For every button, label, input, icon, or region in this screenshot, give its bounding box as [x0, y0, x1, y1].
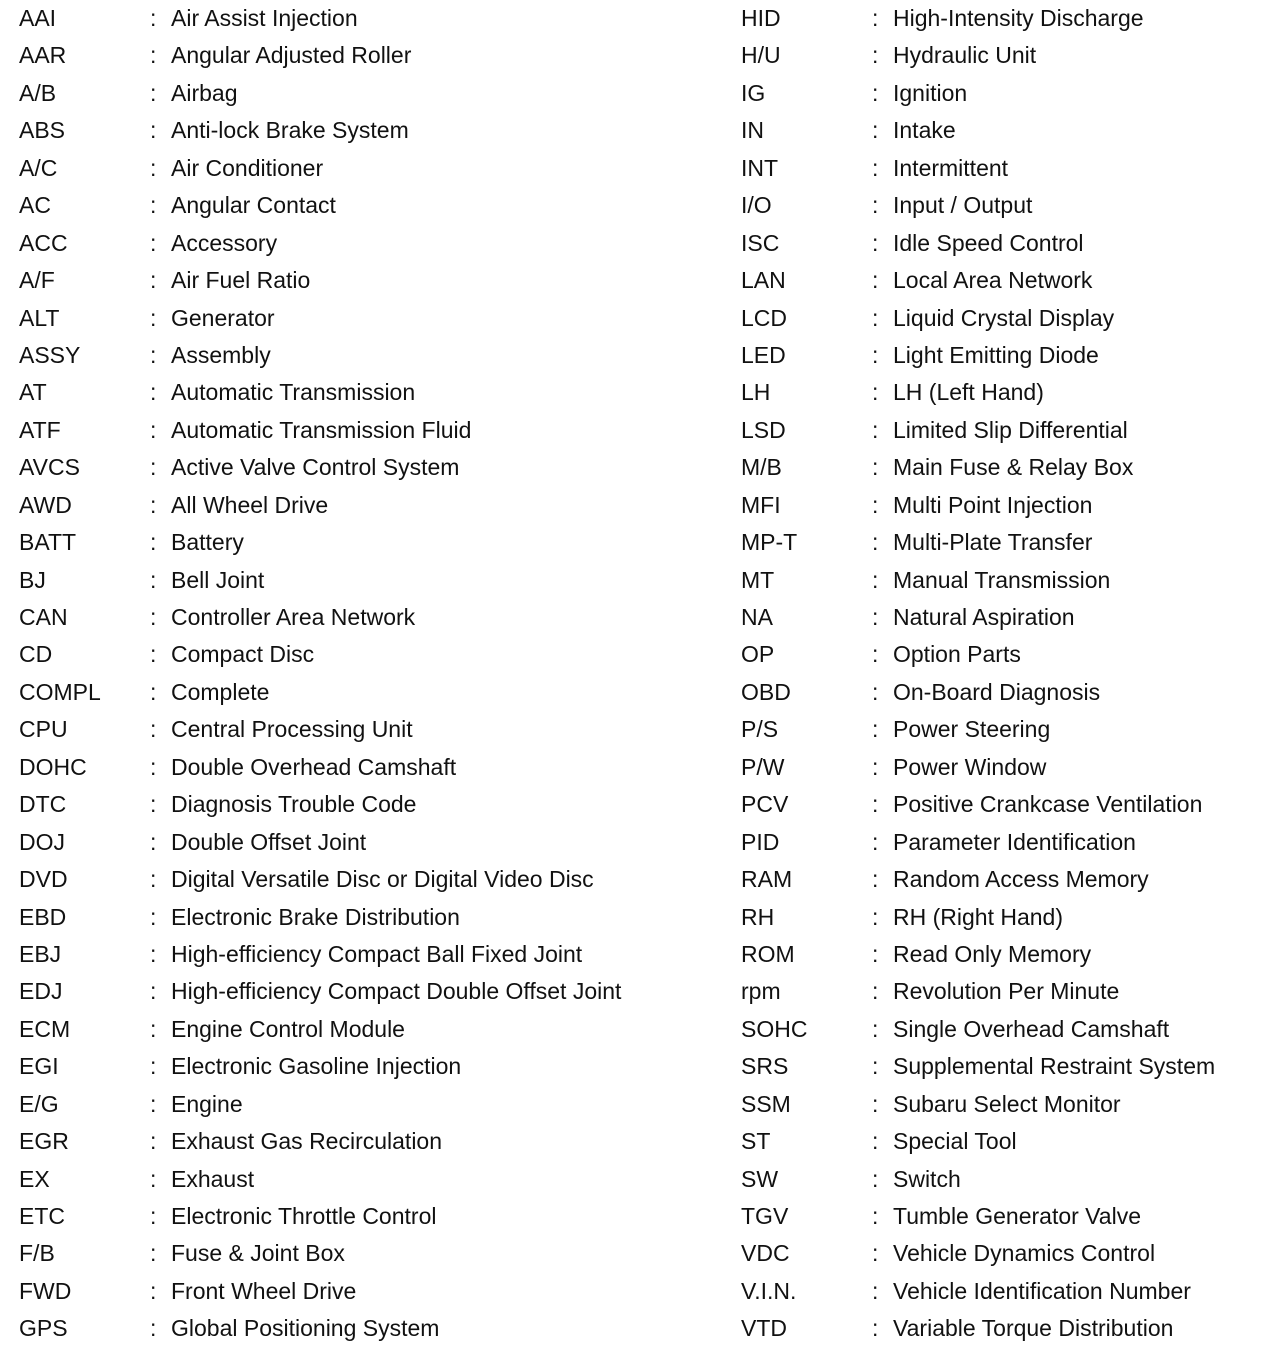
abbreviation-definition: Hydraulic Unit [893, 42, 1037, 69]
abbreviation-term: VDC [741, 1240, 790, 1267]
abbreviation-term: COMPL [19, 678, 101, 705]
abbreviation-definition: Compact Disc [171, 641, 315, 668]
abbreviation-term: ECM [19, 1015, 71, 1042]
abbreviation-term: OP [741, 641, 775, 668]
abbreviation-definition: Bell Joint [171, 566, 265, 593]
abbreviation-definition: Revolution Per Minute [893, 978, 1120, 1005]
abbreviation-separator: : [872, 641, 879, 668]
abbreviation-separator: : [150, 379, 157, 406]
abbreviation-separator: : [150, 1203, 157, 1229]
abbreviation-separator: : [872, 978, 879, 1005]
abbreviation-term: ATF [19, 416, 61, 443]
abbreviation-separator: : [150, 341, 157, 368]
abbreviation-term: ASSY [19, 341, 81, 368]
abbreviation-definition: Global Positioning System [171, 1315, 440, 1342]
abbreviation-separator: : [872, 753, 879, 780]
abbreviation-separator: : [150, 791, 157, 818]
abbreviation-term: CAN [19, 604, 68, 630]
abbreviation-term: GPS [19, 1315, 68, 1342]
abbreviation-definition: Fuse & Joint Box [171, 1240, 345, 1267]
abbreviation-term: F/B [19, 1240, 55, 1267]
abbreviation-definition: Electronic Gasoline Injection [171, 1053, 462, 1080]
abbreviation-separator: : [150, 866, 157, 893]
abbreviation-separator: : [872, 154, 879, 181]
abbreviation-definition: Switch [893, 1165, 961, 1192]
abbreviation-definition: Automatic Transmission [171, 379, 416, 406]
abbreviation-separator: : [150, 604, 157, 630]
abbreviation-definition: Exhaust Gas Recirculation [171, 1128, 443, 1155]
abbreviation-definition: Accessory [171, 229, 278, 256]
abbreviation-separator: : [872, 716, 879, 743]
abbreviation-term: EGR [19, 1128, 69, 1155]
abbreviation-definition: Intermittent [893, 154, 1009, 181]
abbreviation-separator: : [150, 566, 157, 593]
abbreviation-separator: : [150, 1128, 157, 1155]
abbreviation-term: PCV [741, 791, 789, 818]
abbreviation-term: rpm [741, 978, 781, 1005]
abbreviation-term: DVD [19, 866, 68, 893]
abbreviation-separator: : [150, 529, 157, 556]
abbreviation-term: EGI [19, 1053, 59, 1080]
abbreviation-definition: Vehicle Dynamics Control [893, 1240, 1156, 1267]
abbreviation-definition: Exhaust [171, 1165, 255, 1192]
abbreviation-definition: Power Window [893, 753, 1047, 780]
abbreviation-separator: : [872, 1240, 879, 1267]
abbreviation-separator: : [150, 454, 157, 481]
abbreviation-separator: : [150, 903, 157, 930]
abbreviation-term: A/F [19, 267, 55, 294]
abbreviation-definition: Air Fuel Ratio [171, 267, 311, 294]
abbreviation-separator: : [150, 1277, 157, 1304]
abbreviation-term: SSM [741, 1090, 791, 1117]
abbreviation-definition: Local Area Network [893, 267, 1093, 294]
abbreviation-definition: Electronic Brake Distribution [171, 903, 460, 930]
abbreviation-definition: Natural Aspiration [893, 604, 1075, 630]
abbreviation-separator: : [150, 491, 157, 518]
abbreviation-definition: Air Assist Injection [171, 5, 358, 31]
abbreviation-separator: : [872, 529, 879, 556]
abbreviation-term: BJ [19, 566, 46, 593]
abbreviation-term: DOJ [19, 828, 65, 855]
abbreviation-definition: Multi-Plate Transfer [893, 529, 1093, 556]
abbreviation-term: ST [741, 1128, 771, 1155]
abbreviation-term: BATT [19, 529, 77, 556]
abbreviation-term: EX [19, 1165, 50, 1192]
abbreviation-term: EBD [19, 903, 67, 930]
abbreviation-separator: : [872, 454, 879, 481]
abbreviation-term: A/B [19, 79, 57, 106]
abbreviation-definition: Limited Slip Differential [893, 416, 1128, 443]
abbreviation-term: FWD [19, 1277, 72, 1304]
abbreviation-separator: : [150, 716, 157, 743]
abbreviation-definition: Angular Adjusted Roller [171, 42, 412, 69]
abbreviation-definition: Intake [893, 117, 956, 144]
abbreviation-separator: : [872, 304, 879, 331]
abbreviation-term: SW [741, 1165, 779, 1192]
abbreviation-term: IG [741, 79, 766, 106]
abbreviation-definition: Anti-lock Brake System [171, 117, 409, 144]
abbreviation-definition: Power Steering [893, 716, 1051, 743]
abbreviation-separator: : [872, 828, 879, 855]
abbreviation-separator: : [150, 117, 157, 144]
abbreviation-term: P/S [741, 716, 779, 743]
abbreviation-definition: Main Fuse & Relay Box [893, 454, 1134, 481]
abbreviation-definition: Ignition [893, 79, 968, 106]
abbreviation-separator: : [872, 379, 879, 406]
abbreviation-term: CPU [19, 716, 68, 743]
abbreviation-separator: : [150, 1053, 157, 1080]
abbreviation-separator: : [150, 978, 157, 1005]
abbreviation-term: SOHC [741, 1015, 808, 1042]
abbreviation-term: A/C [19, 154, 58, 181]
abbreviation-definition: Digital Versatile Disc or Digital Video Disc [171, 866, 594, 893]
abbreviation-separator: : [872, 1203, 879, 1229]
abbreviation-term: VTD [741, 1315, 787, 1342]
abbreviation-term: TGV [741, 1203, 789, 1229]
abbreviation-term: NA [741, 604, 773, 630]
abbreviation-term: AT [19, 379, 47, 406]
abbreviation-definition: Tumble Generator Valve [893, 1203, 1142, 1229]
abbreviation-definition: Controller Area Network [171, 604, 416, 630]
abbreviation-term: LED [741, 341, 786, 368]
abbreviation-definition: Read Only Memory [893, 940, 1092, 967]
abbreviation-definition: Automatic Transmission Fluid [171, 416, 472, 443]
abbreviation-term: ALT [19, 304, 60, 331]
abbreviation-separator: : [872, 1053, 879, 1080]
abbreviation-definition: Double Overhead Camshaft [171, 753, 457, 780]
abbreviation-definition: Variable Torque Distribution [893, 1315, 1174, 1342]
abbreviation-separator: : [872, 5, 879, 31]
abbreviation-term: I/O [741, 192, 772, 219]
abbreviation-term: CD [19, 641, 53, 668]
abbreviation-definition: Airbag [171, 79, 238, 106]
abbreviation-term: RAM [741, 866, 793, 893]
abbreviation-separator: : [872, 79, 879, 106]
abbreviation-definition: LH (Left Hand) [893, 379, 1044, 406]
abbreviation-separator: : [150, 641, 157, 668]
abbreviation-separator: : [872, 42, 879, 69]
abbreviation-separator: : [872, 416, 879, 443]
abbreviation-definition: Parameter Identification [893, 828, 1136, 855]
abbreviation-separator: : [872, 192, 879, 219]
abbreviation-separator: : [150, 304, 157, 331]
abbreviation-definition: Option Parts [893, 641, 1021, 668]
abbreviation-separator: : [872, 566, 879, 593]
abbreviation-separator: : [150, 753, 157, 780]
abbreviation-separator: : [150, 1090, 157, 1117]
abbreviation-separator: : [872, 791, 879, 818]
abbreviation-separator: : [872, 267, 879, 294]
abbreviation-separator: : [872, 678, 879, 705]
abbreviation-term: LSD [741, 416, 786, 443]
abbreviation-definition: Subaru Select Monitor [893, 1090, 1121, 1117]
abbreviation-separator: : [872, 1277, 879, 1304]
abbreviation-separator: : [872, 1128, 879, 1155]
abbreviation-term: LAN [741, 267, 786, 294]
abbreviation-term: RH [741, 903, 775, 930]
abbreviation-term: EDJ [19, 978, 63, 1005]
abbreviation-separator: : [150, 1165, 157, 1192]
abbreviation-definition: Generator [171, 304, 275, 331]
abbreviation-definition: Light Emitting Diode [893, 341, 1099, 368]
abbreviation-term: H/U [741, 42, 781, 69]
abbreviation-definition: Positive Crankcase Ventilation [893, 791, 1203, 818]
abbreviation-term: V.I.N. [741, 1277, 797, 1304]
abbreviation-definition: RH (Right Hand) [893, 903, 1063, 930]
abbreviation-separator: : [150, 192, 157, 219]
abbreviation-term: HID [741, 5, 781, 31]
abbreviation-term: AWD [19, 491, 72, 518]
abbreviation-term: SRS [741, 1053, 789, 1080]
abbreviation-separator: : [150, 678, 157, 705]
abbreviation-separator: : [150, 267, 157, 294]
abbreviation-separator: : [150, 79, 157, 106]
abbreviation-definition: Manual Transmission [893, 566, 1111, 593]
abbreviation-definition: Special Tool [893, 1128, 1017, 1155]
abbreviation-separator: : [150, 154, 157, 181]
abbreviation-definition: Battery [171, 529, 244, 556]
abbreviation-definition: High-efficiency Compact Ball Fixed Joint [171, 940, 583, 967]
abbreviation-term: AVCS [19, 454, 80, 481]
abbreviation-definition: Complete [171, 678, 270, 705]
abbreviation-definition: Single Overhead Camshaft [893, 1015, 1170, 1042]
abbreviation-definition: Engine [171, 1090, 243, 1117]
abbreviation-term: M/B [741, 454, 782, 481]
abbreviation-separator: : [872, 491, 879, 518]
abbreviation-separator: : [872, 604, 879, 630]
abbreviation-separator: : [150, 1240, 157, 1267]
abbreviation-definition: Engine Control Module [171, 1015, 405, 1042]
abbreviation-term: MP-T [741, 529, 798, 556]
abbreviation-term: E/G [19, 1090, 59, 1117]
abbreviation-term: PID [741, 828, 780, 855]
abbreviation-term: LH [741, 379, 771, 406]
abbreviation-term: ACC [19, 229, 68, 256]
abbreviation-term: DOHC [19, 753, 87, 780]
abbreviation-definition: Active Valve Control System [171, 454, 460, 481]
abbreviation-term: INT [741, 154, 779, 181]
abbreviation-term: MT [741, 566, 775, 593]
abbreviation-definition: On-Board Diagnosis [893, 678, 1101, 705]
abbreviation-separator: : [872, 940, 879, 967]
abbreviation-term: MFI [741, 491, 781, 518]
abbreviation-separator: : [150, 5, 157, 31]
abbreviation-definition: Front Wheel Drive [171, 1277, 357, 1304]
abbreviation-separator: : [150, 940, 157, 967]
abbreviation-separator: : [872, 866, 879, 893]
abbreviation-definition: Electronic Throttle Control [171, 1203, 437, 1229]
abbreviation-separator: : [150, 416, 157, 443]
abbreviation-separator: : [872, 1015, 879, 1042]
abbreviation-term: ISC [741, 229, 780, 256]
abbreviation-definition: Random Access Memory [893, 866, 1149, 893]
abbreviation-term: DTC [19, 791, 67, 818]
abbreviation-term: ETC [19, 1203, 65, 1229]
abbreviation-term: AAI [19, 5, 57, 31]
abbreviation-separator: : [872, 903, 879, 930]
abbreviation-definition: High-Intensity Discharge [893, 5, 1144, 31]
abbreviation-definition: Input / Output [893, 192, 1033, 219]
abbreviation-separator: : [872, 117, 879, 144]
abbreviation-separator: : [872, 229, 879, 256]
abbreviation-definition: Angular Contact [171, 192, 336, 219]
abbreviation-term: AAR [19, 42, 67, 69]
abbreviation-separator: : [150, 229, 157, 256]
abbreviation-term: OBD [741, 678, 791, 705]
abbreviation-separator: : [150, 1315, 157, 1342]
abbreviation-term: LCD [741, 304, 788, 331]
abbreviation-separator: : [872, 1315, 879, 1342]
abbreviation-definition: Diagnosis Trouble Code [171, 791, 417, 818]
abbreviation-definition: Multi Point Injection [893, 491, 1093, 518]
abbreviation-separator: : [150, 828, 157, 855]
abbreviation-term: ROM [741, 940, 795, 967]
abbreviation-term: IN [741, 117, 764, 144]
abbreviation-term: P/W [741, 753, 785, 780]
abbreviation-separator: : [872, 341, 879, 368]
abbreviation-definition: Liquid Crystal Display [893, 304, 1115, 331]
abbreviation-term: EBJ [19, 940, 62, 967]
abbreviation-separator: : [872, 1090, 879, 1117]
abbreviation-separator: : [872, 1165, 879, 1192]
abbreviation-definition: Double Offset Joint [171, 828, 367, 855]
abbreviation-definition: Air Conditioner [171, 154, 324, 181]
abbreviation-definition: Central Processing Unit [171, 716, 413, 743]
abbreviation-definition: Idle Speed Control [893, 229, 1084, 256]
abbreviation-definition: Vehicle Identification Number [893, 1277, 1191, 1304]
abbreviation-definition: Assembly [171, 341, 271, 368]
abbreviation-separator: : [150, 1015, 157, 1042]
abbreviation-separator: : [150, 42, 157, 69]
abbreviation-definition: Supplemental Restraint System [893, 1053, 1216, 1080]
abbreviation-definition: All Wheel Drive [171, 491, 329, 518]
abbreviation-term: ABS [19, 117, 66, 144]
abbreviation-term: AC [19, 192, 51, 219]
abbreviation-definition: High-efficiency Compact Double Offset Joint [171, 978, 622, 1005]
